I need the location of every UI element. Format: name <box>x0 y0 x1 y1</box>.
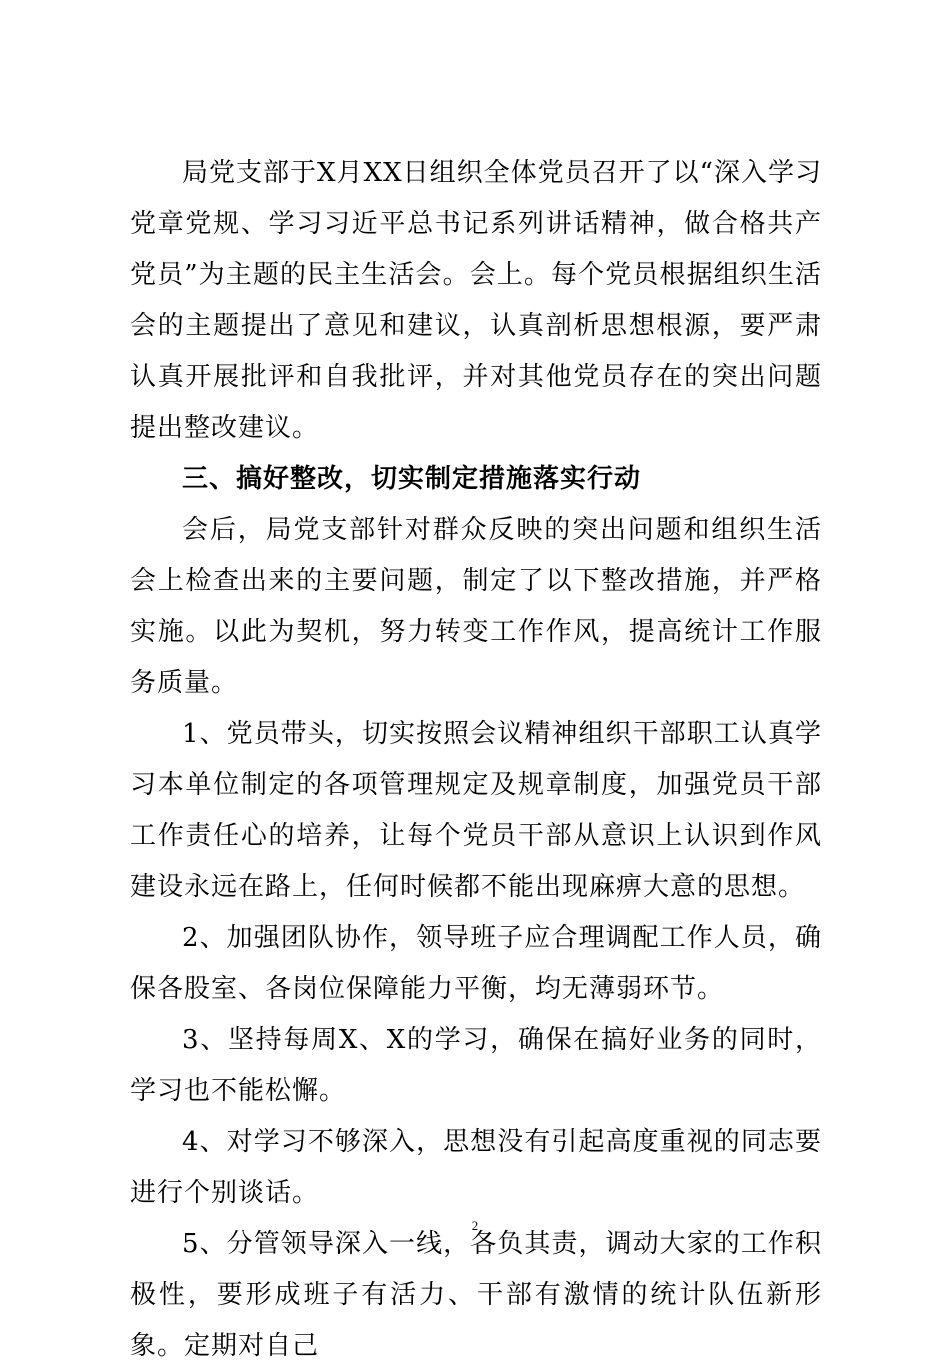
page-number: 2 <box>471 1218 479 1233</box>
list-item-5: 5、分管领导深入一线，各负其责，调动大家的工作积极性，要形成班子有活力、干部有激情的统计队伍新形象。定期对自己 <box>130 1229 822 1361</box>
list-item-2: 2、加强团队协作，领导班子应合理调配工作人员，确保各股室、各岗位保障能力平衡，均无薄弱环节。 <box>130 923 822 1004</box>
paragraph-after-meeting: 会后，局党支部针对群众反映的突出问题和组织生活会上检查出来的主要问题，制定了以下整改措施，并严格实施。以此为契机，努力转变工作作风，提高统计工作服务质量。 <box>130 515 822 698</box>
list-item-3: 3、坚持每周X、X的学习，确保在搞好业务的同时，学习也不能松懈。 <box>130 1025 822 1106</box>
document-body <box>130 148 822 1372</box>
paragraph-meeting-summary: 局党支部于X月XX日组织全体党员召开了以“深入学习党章党规、学习习近平总书记系列讲话精神，做合格共产党员”为主题的民主生活会。会上。每个党员根据组织生活会的主题提出了意见和建议，认真剖析思想根源，要严肃认真开展批评和自我批评，并对其他党员存在的突出问题提出整改建议。 <box>130 158 822 443</box>
list-item-4: 4、对学习不够深入，思想没有引起高度重视的同志要进行个别谈话。 <box>130 1127 822 1208</box>
list-item-1: 1、党员带头，切实按照会议精神组织干部职工认真学习本单位制定的各项管理规定及规章制度，加强党员干部工作责任心的培养，让每个党员干部从意识上认识到作风建设永远在路上，任何时候都不能出现麻痹大意的思想。 <box>130 719 822 902</box>
section-heading-rectification: 三、搞好整改，切实制定措施落实行动 <box>182 464 642 494</box>
